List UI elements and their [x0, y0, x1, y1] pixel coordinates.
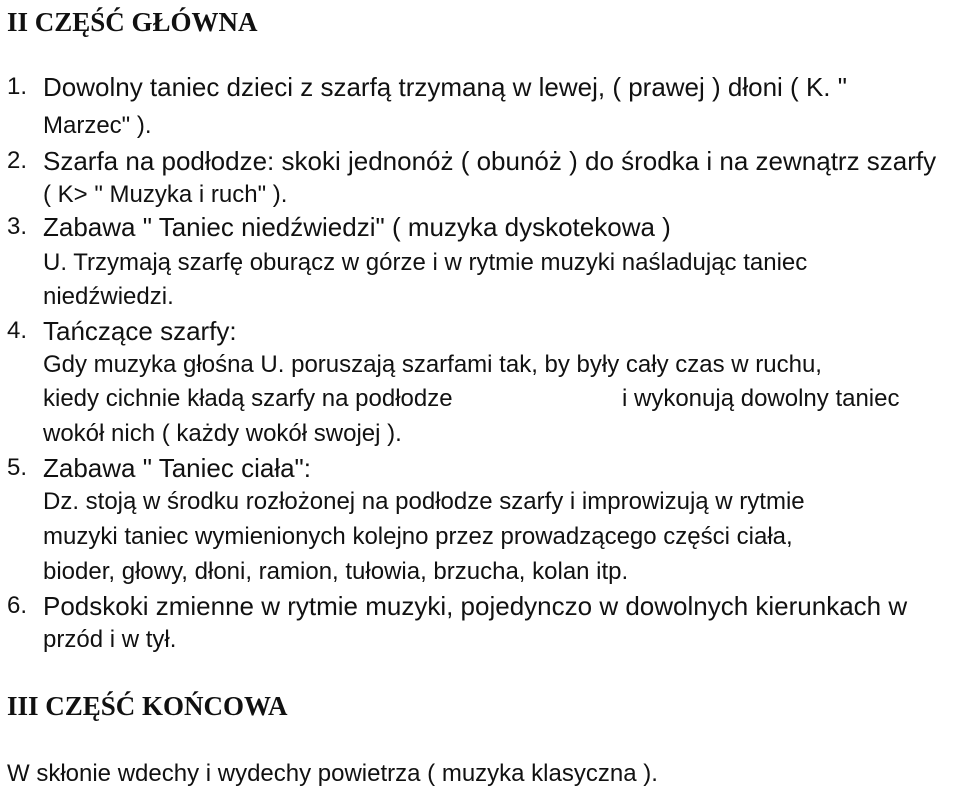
list-item-text: U. Trzymają szarfę oburącz w górze i w rytmie muzyki naśladując taniec [43, 249, 808, 276]
list-item-number: 1. [7, 73, 28, 100]
list-item-text: Zabawa " Taniec ciała": [43, 453, 312, 483]
list-item-number: 4. [7, 317, 28, 344]
list-item-text: wokół nich ( każdy wokół swojej ). [43, 420, 402, 447]
list-item-text-right: i wykonują dowolny taniec [622, 385, 900, 412]
list-item-text: niedźwiedzi. [43, 283, 174, 310]
closing-text: W skłonie wdechy i wydechy powietrza ( muzyka klasyczna ). [7, 760, 658, 787]
section-title-main-part: II CZĘŚĆ GŁÓWNA [7, 7, 258, 37]
list-item-text: ( K> " Muzyka i ruch" ). [43, 181, 288, 208]
list-item-text: Gdy muzyka głośna U. poruszają szarfami tak, by były cały czas w ruchu, [43, 351, 822, 378]
list-item-text: przód i w tył. [43, 626, 177, 653]
list-item-text-left: kiedy cichnie kładą szarfy na podłodze [43, 385, 453, 412]
list-item-text: Szarfa na podłodze: skoki jednonóż ( obunóż ) do środka i na zewnątrz szarfy [43, 146, 937, 176]
list-item-text: bioder, głowy, dłoni, ramion, tułowia, brzucha, kolan itp. [43, 558, 629, 585]
list-item-split-line [43, 382, 943, 416]
list-item-text: Podskoki zmienne w rytmie muzyki, pojedynczo w dowolnych kierunkach w [43, 591, 908, 621]
list-item-number: 6. [7, 592, 28, 619]
section-title-final-part: III CZĘŚĆ KOŃCOWA [7, 691, 288, 721]
list-item-text: Zabawa " Taniec niedźwiedzi" ( muzyka dyskotekowa ) [43, 212, 671, 242]
list-item-text: Dz. stoją w środku rozłożonej na podłodze szarfy i improwizują w rytmie [43, 488, 805, 515]
list-item-number: 2. [7, 147, 28, 174]
list-item-text: Dowolny taniec dzieci z szarfą trzymaną w lewej, ( prawej ) dłoni ( K. " [43, 72, 847, 102]
list-item-text: Tańczące szarfy: [43, 316, 237, 346]
list-item-number: 5. [7, 454, 28, 481]
list-item-text: Marzec" ). [43, 112, 152, 139]
list-item-text: muzyki taniec wymienionych kolejno przez prowadzącego części ciała, [43, 523, 793, 550]
list-item-number: 3. [7, 213, 28, 240]
